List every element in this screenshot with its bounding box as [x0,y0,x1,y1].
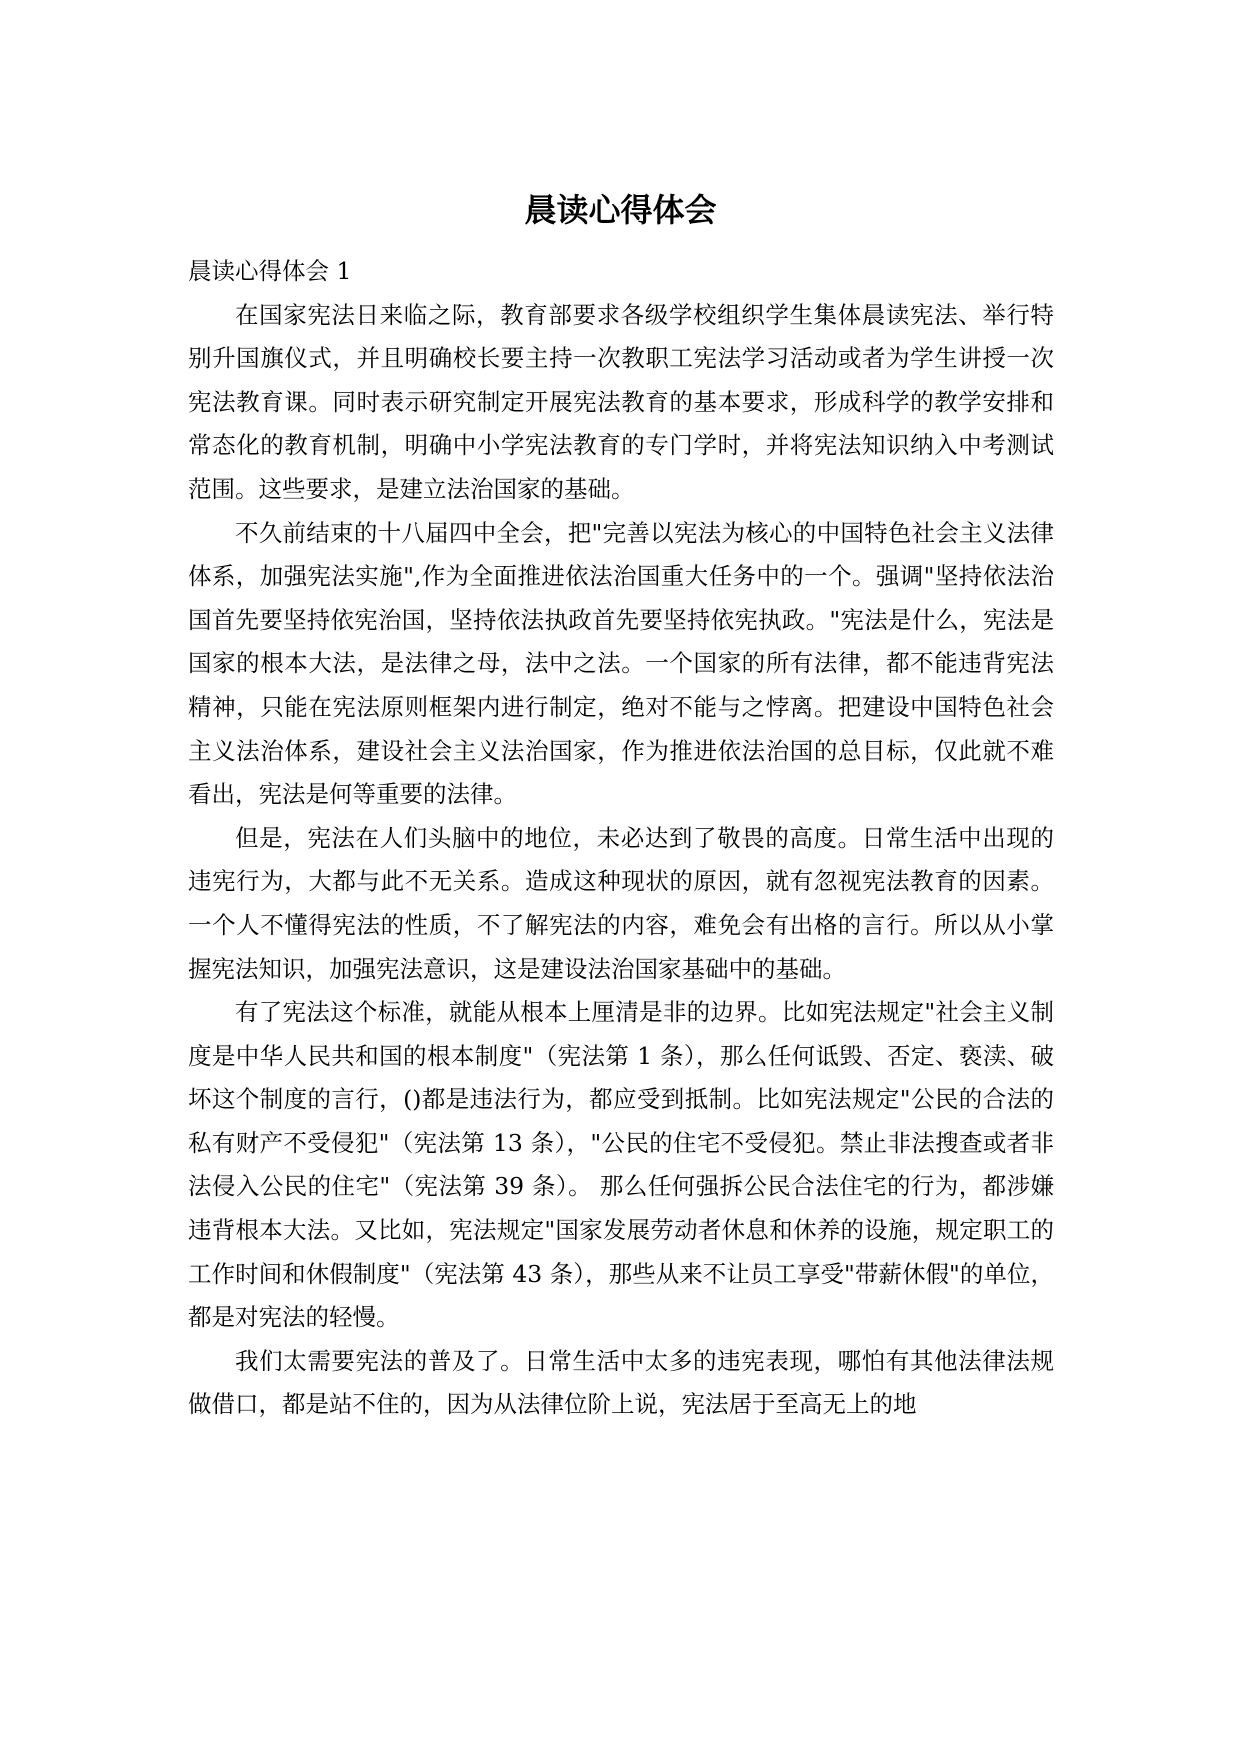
paragraph-2: 不久前结束的十八届四中全会，把"完善以宪法为核心的中国特色社会主义法律体系，加强宪法实施",作为全面推进依法治国重大任务中的一个。强调"坚持依法治国首先要坚持依宪治国，坚持依法执政首先要坚持依宪执政。"宪法是什么，宪法是国家的根本大法，是法律之母，法中之法。一个国家的所有法律，都不能违背宪法精神，只能在宪法原则框架内进行制定，绝对不能与之悖离。把建设中国特色社会主义法治体系，建设社会主义法治国家，作为推进依法治国的总目标，仅此就不难看出，宪法是何等重要的法律。 [188,518,1054,809]
paragraph-5: 我们太需要宪法的普及了。日常生活中太多的违宪表现，哪怕有其他法律法规做借口，都是站不住的，因为从法律位阶上说，宪法居于至高无上的地 [188,1346,1054,1419]
paragraph-3: 但是，宪法在人们头脑中的地位，未必达到了敬畏的高度。日常生活中出现的违宪行为，大都与此不无关系。造成这种现状的原因，就有忽视宪法教育的因素。一个人不懂得宪法的性质，不了解宪法的内容，难免会有出格的言行。所以从小掌握宪法知识，加强宪法意识，这是建设法治国家基础中的基础。 [188,823,1054,983]
section-heading: 晨读心得体会 1 [188,257,352,285]
paragraph-4: 有了宪法这个标准，就能从根本上厘清是非的边界。比如宪法规定"社会主义制度是中华人民共和国的根本制度"（宪法第 1 条），那么任何诋毁、否定、亵渎、破坏这个制度的言行，()都是违法行为，都应受到抵制。比如宪法规定"公民的合法的私有财产不受侵犯"（宪法第 13 条），"公民的住宅不受侵犯。禁止非法搜查或者非法侵入公民的住宅"（宪法第 39 条）。 那么任何强拆公民合法住宅的行为，都涉嫌违背根本大法。又比如，宪法规定"国家发展劳动者休息和休养的设施，规定职工的工作时间和休假制度"（宪法第 43 条），那些从来不让员工享受"带薪休假"的单位，都是对宪法的轻慢。 [188,998,1054,1332]
document-body [188,250,1054,1427]
document-title: 晨读心得体会 [524,191,717,229]
paragraph-1: 在国家宪法日来临之际，教育部要求各级学校组织学生集体晨读宪法、举行特别升国旗仪式，并且明确校长要主持一次教职工宪法学习活动或者为学生讲授一次宪法教育课。同时表示研究制定开展宪法教育的基本要求，形成科学的教学安排和常态化的教育机制，明确中小学宪法教育的专门学时，并将宪法知识纳入中考测试范围。这些要求，是建立法治国家的基础。 [188,300,1054,503]
